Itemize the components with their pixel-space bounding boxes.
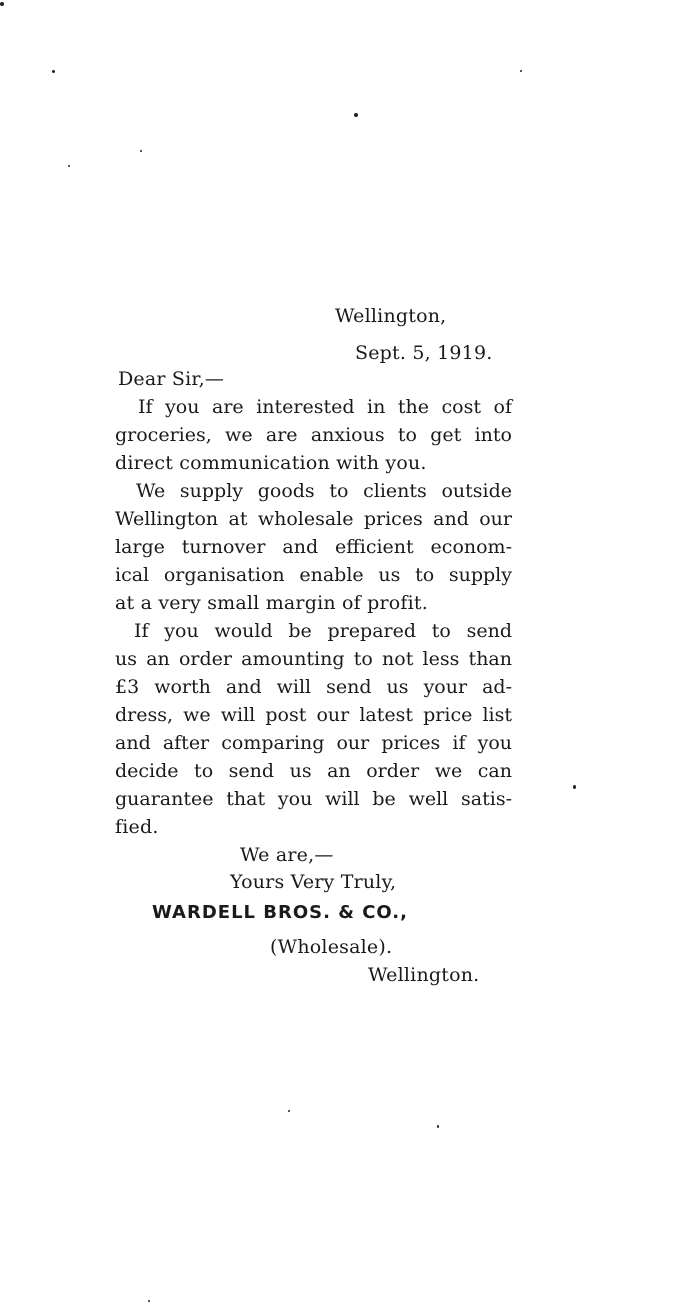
closing: We are,— (240, 844, 334, 866)
body-line: Wellington at wholesale prices and our (115, 508, 512, 530)
body-line: decide to send us an order we can (115, 760, 512, 782)
body-line: groceries, we are anxious to get into (115, 424, 512, 446)
scan-speck (148, 1300, 150, 1302)
body-line: If you are interested in the cost of (138, 396, 512, 418)
scan-speck (573, 785, 576, 789)
firm-name: WARDELL BROS. & CO., (152, 902, 408, 923)
scan-speck (288, 1110, 290, 1112)
body-line: If you would be prepared to send (134, 620, 512, 642)
body-line: dress, we will post our latest price list (115, 704, 512, 726)
scan-speck (68, 165, 70, 167)
scan-speck (140, 150, 142, 152)
body-line: large turnover and efficient econom- (115, 536, 512, 558)
scan-speck (0, 2, 4, 6)
firm-city: Wellington. (368, 964, 480, 986)
body-line: fied. (115, 816, 159, 838)
firm-type: (Wholesale). (270, 936, 393, 958)
salutation: Dear Sir,— (118, 368, 225, 390)
body-line: at a very small margin of profit. (115, 592, 429, 614)
body-line: ical organisation enable us to supply (115, 564, 512, 586)
body-line: We supply goods to clients outside (136, 480, 512, 502)
body-line: direct communication with you. (115, 452, 427, 474)
body-line: guarantee that you will be well satis- (115, 788, 512, 810)
scan-speck (520, 70, 522, 72)
scan-speck (52, 70, 55, 73)
letter-place: Wellington, (335, 305, 447, 327)
body-line: us an order amounting to not less than (115, 648, 512, 670)
scan-speck (354, 113, 358, 117)
letter-date: Sept. 5, 1919. (355, 342, 493, 364)
valediction: Yours Very Truly, (230, 871, 397, 893)
body-line: and after comparing our prices if you (115, 732, 512, 754)
scan-speck (437, 1125, 439, 1128)
body-line: £3 worth and will send us your ad- (115, 676, 512, 698)
